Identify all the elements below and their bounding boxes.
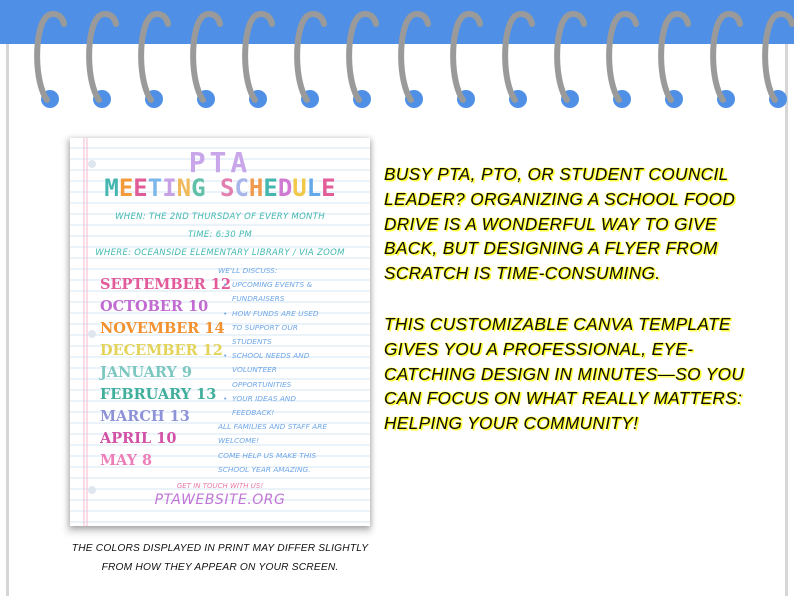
title-letter: M	[104, 174, 119, 202]
meeting-date: MARCH 13	[100, 408, 190, 425]
binder-ring	[193, 14, 220, 100]
title-letter: I	[162, 174, 177, 202]
binder-ring	[713, 14, 740, 100]
title-letter: S	[220, 174, 235, 202]
caption-line: THE COLORS DISPLAYED IN PRINT MAY DIFFER SLIGHTLY	[71, 543, 369, 554]
discuss-item-line: • UPCOMING EVENTS &	[232, 280, 313, 290]
print-color-caption	[40, 539, 400, 577]
closing-line: SCHOOL YEAR AMAZING.	[218, 464, 311, 474]
meeting-date: APRIL 10	[100, 430, 177, 447]
discuss-item-line: FEEDBACK!	[232, 408, 275, 418]
discuss-heading: WE'LL DISCUSS:	[218, 266, 278, 275]
flyer-contact: GET IN TOUCH WITH US!	[176, 482, 264, 490]
binder-ring	[245, 14, 272, 100]
meeting-date: MAY 8	[100, 452, 153, 469]
punch-hole	[88, 330, 96, 338]
flyer-where: WHERE: OCEANSIDE ELEMENTARY LIBRARY / VIA ZOOM	[95, 248, 345, 258]
caption-line: FROM HOW THEY APPEAR ON YOUR SCREEN.	[101, 562, 339, 573]
discuss-item	[232, 307, 358, 350]
discussion-list	[218, 264, 358, 477]
title-letter: N	[176, 174, 192, 202]
flyer-when: WHEN: THE 2ND THURSDAY OF EVERY MONTH	[115, 212, 325, 222]
title-letter: C	[234, 174, 249, 202]
binder-ring	[453, 14, 480, 100]
binder-ring	[557, 14, 584, 100]
discuss-item-line: • YOUR IDEAS AND	[232, 393, 297, 403]
meeting-date: SEPTEMBER 12	[100, 276, 231, 293]
meeting-date: NOVEMBER 14	[100, 320, 225, 337]
discuss-item	[232, 349, 358, 392]
title-letter: G	[191, 174, 206, 202]
title-letter: D	[277, 174, 293, 202]
flyer-website: PTAWEBSITE.ORG	[154, 492, 286, 508]
title-letter: E	[133, 174, 148, 202]
title-letter	[206, 174, 220, 202]
discuss-item	[232, 392, 358, 420]
binder-ring	[349, 14, 376, 100]
binder-ring	[141, 14, 168, 100]
binder-ring	[37, 14, 64, 100]
binder-rings	[0, 0, 794, 120]
title-letter: H	[248, 174, 264, 202]
discuss-item	[232, 278, 358, 306]
discuss-item-line: • SCHOOL NEEDS AND	[232, 351, 310, 361]
meeting-date: DECEMBER 12	[100, 342, 223, 359]
meeting-dates	[100, 274, 231, 472]
blurb-paragraph-1: BUSY PTA, PTO, OR STUDENT COUNCIL LEADER? ORGANIZING A SCHOOL FOOD DRIVE IS A WONDERFUL WAY TO GIVE BACK, BUT DESIGNING A FLYER FROM SCRATCH IS TIME-CONSUMING.	[384, 164, 736, 284]
binder-ring	[609, 14, 636, 100]
discuss-item-line: VOLUNTEER	[232, 365, 277, 375]
binder-ring	[661, 14, 688, 100]
title-letter: L	[306, 174, 322, 202]
flyer-time: TIME: 6:30 PM	[187, 230, 253, 240]
title-letter: E	[118, 174, 134, 202]
binder-ring	[89, 14, 116, 100]
flyer-title-pta: PTA	[188, 146, 252, 179]
meeting-date: OCTOBER 10	[100, 298, 209, 315]
binder-ring	[765, 14, 792, 100]
title-letter: T	[147, 174, 163, 202]
discuss-item-line: • HOW FUNDS ARE USED	[232, 308, 319, 318]
meeting-date: FEBRUARY 13	[100, 386, 217, 403]
discuss-item-line: OPPORTUNITIES	[232, 379, 292, 389]
title-letter: E	[263, 174, 278, 202]
discuss-item-line: TO SUPPORT OUR	[232, 322, 298, 332]
binder-ring	[505, 14, 532, 100]
binder-ring	[297, 14, 324, 100]
binder-ring	[401, 14, 428, 100]
closing-line: COME HELP US MAKE THIS	[218, 450, 317, 460]
closing-line: WELCOME!	[218, 436, 260, 446]
discuss-item-line: FUNDRAISERS	[232, 294, 285, 304]
title-letter: E	[321, 174, 336, 202]
title-letter: U	[292, 174, 307, 202]
meeting-date: JANUARY 9	[100, 364, 192, 381]
discuss-item-line: STUDENTS	[232, 337, 272, 347]
flyer-preview	[70, 138, 370, 526]
flyer-title-schedule	[78, 174, 362, 202]
closing-line: ALL FAMILIES AND STAFF ARE	[218, 422, 327, 432]
blurb-paragraph-2: THIS CUSTOMIZABLE CANVA TEMPLATE GIVES YOU A PROFESSIONAL, EYE-CATCHING DESIGN IN MINUTES—SO YOU CAN FOCUS ON WHAT REALLY MATTERS: HELPING YOUR COMMUNITY!	[384, 314, 745, 434]
